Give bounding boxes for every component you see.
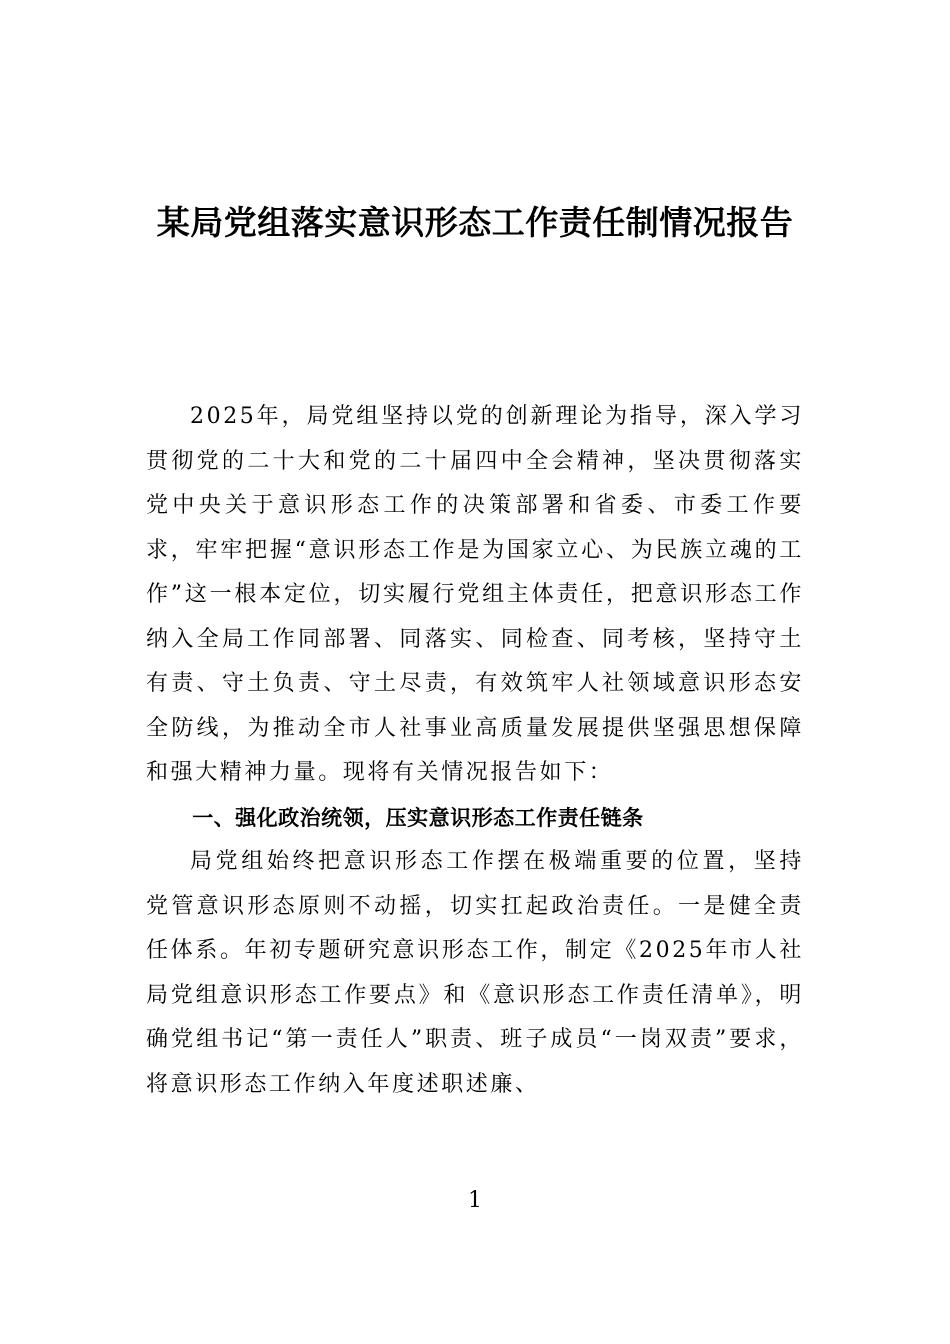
document-title: 某局党组落实意识形态工作责任制情况报告 <box>156 203 794 242</box>
document-body <box>146 395 804 1107</box>
intro-paragraph: 2025年，局党组坚持以党的创新理论为指导，深入学习贯彻党的二十大和党的二十届四中全会精神，坚决贯彻落实党中央关于意识形态工作的决策部署和省委、市委工作要求，牢牢把握“意识形态工作是为国家立心、为民族立魂的工作”这一根本定位，切实履行党组主体责任，把意识形态工作纳入全局工作同部署、同落实、同检查、同考核，坚持守土有责、守土负责、守土尽责，有效筑牢人社领域意识形态安全防线，为推动全市人社事业高质量发展提供坚强思想保障和强大精神力量。现将有关情况报告如下： <box>146 404 804 785</box>
section-heading-1: 一、强化政治统领，压实意识形态工作责任链条 <box>192 805 644 830</box>
section-1-paragraph: 局党组始终把意识形态工作摆在极端重要的位置，坚持党管意识形态原则不动摇，切实扛起政治责任。一是健全责任体系。年初专题研究意识形态工作，制定《2025年市人社局党组意识形态工作要点》和《意识形态工作责任清单》，明确党组书记“第一责任人”职责、班子成员“一岗双责”要求，将意识形态工作纳入年度述职述廉、 <box>146 849 804 1097</box>
page-number: 1 <box>468 1188 482 1213</box>
